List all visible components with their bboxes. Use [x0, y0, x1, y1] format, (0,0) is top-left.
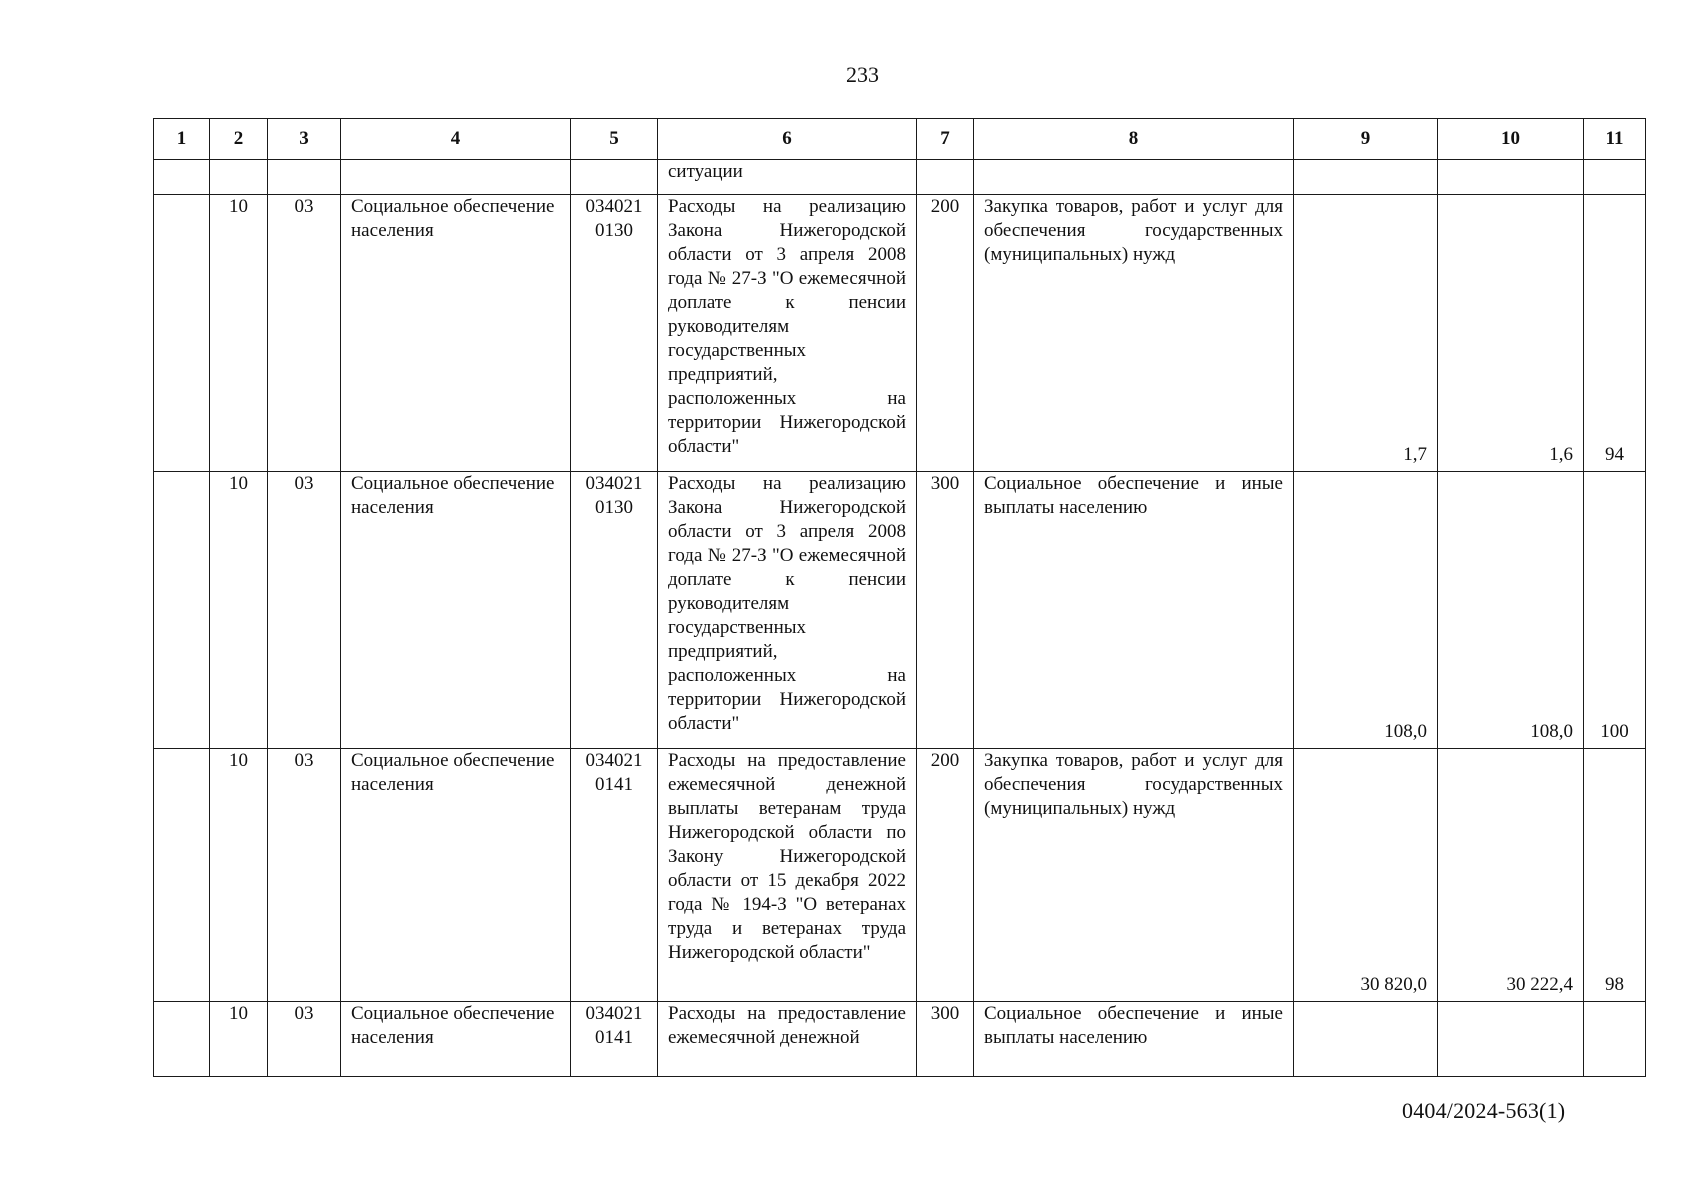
subsection-name: Социальное обеспечение населения — [341, 1002, 571, 1077]
table-cell — [974, 160, 1294, 195]
section-code: 10 — [210, 749, 268, 1002]
column-header-7: 7 — [917, 119, 974, 160]
subsection-code: 03 — [268, 472, 341, 749]
table-row — [154, 1002, 1646, 1077]
expense-type-name: Социальное обеспечение и иные выплаты населению — [974, 472, 1294, 749]
planned-amount: 1,7 — [1294, 195, 1438, 472]
table-row — [154, 472, 1646, 749]
expense-type-name: Социальное обеспечение и иные выплаты населению — [974, 1002, 1294, 1077]
planned-amount: 108,0 — [1294, 472, 1438, 749]
table-row — [154, 749, 1646, 1002]
expense-type-code: 300 — [917, 1002, 974, 1077]
table-cell — [154, 195, 210, 472]
table-cell — [154, 1002, 210, 1077]
table-cell — [154, 749, 210, 1002]
table-cell — [571, 160, 658, 195]
section-code: 10 — [210, 1002, 268, 1077]
table-cell — [210, 160, 268, 195]
expense-type-code: 200 — [917, 749, 974, 1002]
continuation-row — [154, 160, 1646, 195]
expense-description: Расходы на реализацию Закона Нижегородской области от 3 апреля 2008 года № 27-З "О ежемесячной доплате к пенсии руководителям государственных предприятий, расположенных на территории Нижегородской области" — [658, 472, 917, 749]
table-cell — [268, 160, 341, 195]
expense-description: Расходы на реализацию Закона Нижегородской области от 3 апреля 2008 года № 27-З "О ежемесячной доплате к пенсии руководителям государственных предприятий, расположенных на территории Нижегородской области" — [658, 195, 917, 472]
column-header-1: 1 — [154, 119, 210, 160]
target-article-code: 034021 0141 — [571, 749, 658, 1002]
planned-amount — [1294, 1002, 1438, 1077]
table-row — [154, 195, 1646, 472]
table-cell — [917, 160, 974, 195]
expense-type-name: Закупка товаров, работ и услуг для обеспечения государственных (муниципальных) нужд — [974, 195, 1294, 472]
expense-type-name: Закупка товаров, работ и услуг для обеспечения государственных (муниципальных) нужд — [974, 749, 1294, 1002]
expense-type-code: 300 — [917, 472, 974, 749]
column-header-2: 2 — [210, 119, 268, 160]
expense-description: Расходы на предоставление ежемесячной денежной — [658, 1002, 917, 1077]
subsection-code: 03 — [268, 749, 341, 1002]
expense-type-code: 200 — [917, 195, 974, 472]
section-code: 10 — [210, 472, 268, 749]
execution-percent: 94 — [1584, 195, 1646, 472]
actual-amount: 108,0 — [1438, 472, 1584, 749]
column-header-4: 4 — [341, 119, 571, 160]
column-header-5: 5 — [571, 119, 658, 160]
column-header-8: 8 — [974, 119, 1294, 160]
table-cell — [1584, 160, 1646, 195]
table-cell — [1294, 160, 1438, 195]
document-code: 0404/2024-563(1) — [1402, 1098, 1566, 1123]
table-cell — [154, 160, 210, 195]
column-header-6: 6 — [658, 119, 917, 160]
column-header-11: 11 — [1584, 119, 1646, 160]
execution-percent: 98 — [1584, 749, 1646, 1002]
subsection-code: 03 — [268, 195, 341, 472]
subsection-name: Социальное обеспечение населения — [341, 749, 571, 1002]
subsection-name: Социальное обеспечение населения — [341, 195, 571, 472]
header-row — [154, 119, 1646, 160]
table-cell — [154, 472, 210, 749]
execution-percent: 100 — [1584, 472, 1646, 749]
expense-description: ситуации — [658, 160, 917, 195]
column-header-10: 10 — [1438, 119, 1584, 160]
actual-amount: 1,6 — [1438, 195, 1584, 472]
planned-amount: 30 820,0 — [1294, 749, 1438, 1002]
column-header-3: 3 — [268, 119, 341, 160]
expense-description: Расходы на предоставление ежемесячной денежной выплаты ветеранам труда Нижегородской области по Закону Нижегородской области от 15 декабря 2022 года № 194-З "О ветеранах труда и ветеранах труда Нижегородской области" — [658, 749, 917, 1002]
target-article-code: 034021 0130 — [571, 195, 658, 472]
actual-amount: 30 222,4 — [1438, 749, 1584, 1002]
column-header-9: 9 — [1294, 119, 1438, 160]
target-article-code: 034021 0130 — [571, 472, 658, 749]
section-code: 10 — [210, 195, 268, 472]
execution-percent — [1584, 1002, 1646, 1077]
table-cell — [1438, 160, 1584, 195]
budget-table — [153, 118, 1646, 1077]
subsection-code: 03 — [268, 1002, 341, 1077]
actual-amount — [1438, 1002, 1584, 1077]
table-cell — [341, 160, 571, 195]
subsection-name: Социальное обеспечение населения — [341, 472, 571, 749]
target-article-code: 034021 0141 — [571, 1002, 658, 1077]
page-number: 233 — [846, 62, 879, 87]
